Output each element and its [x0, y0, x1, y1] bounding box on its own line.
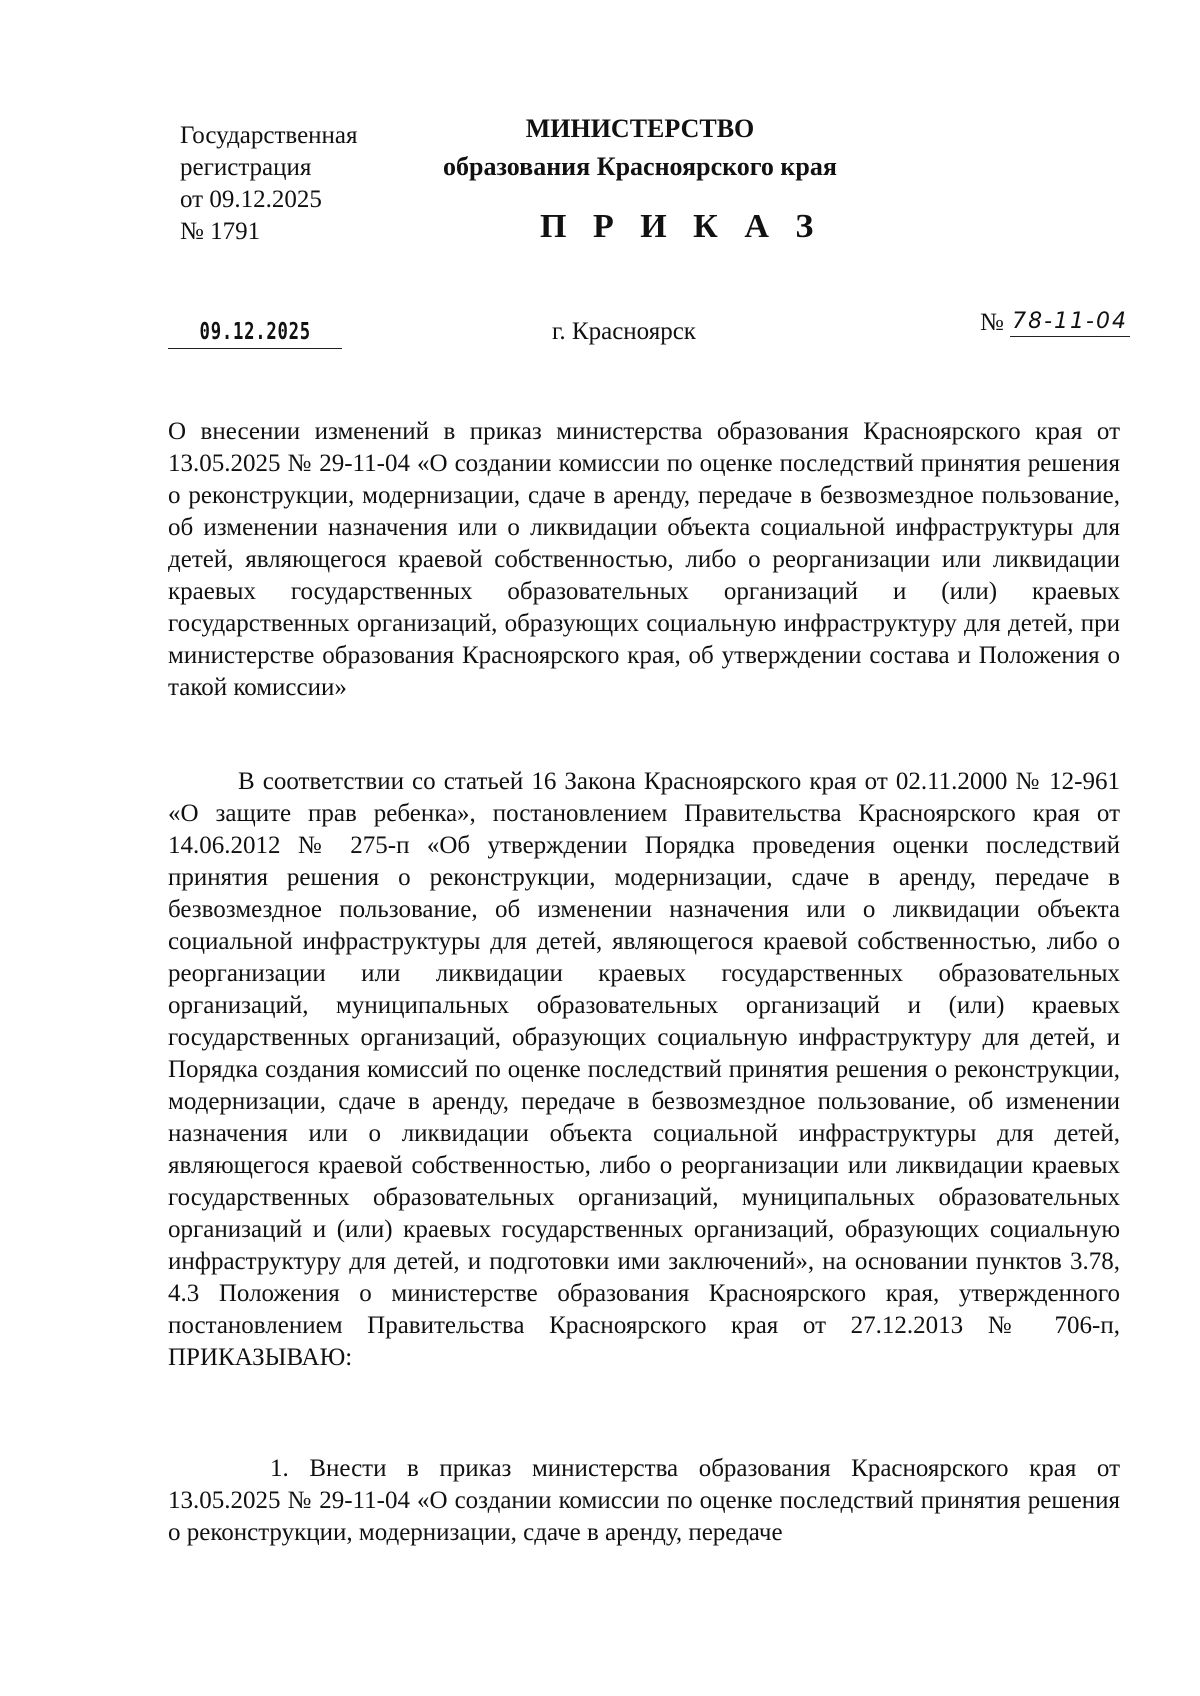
order-date-field — [168, 316, 342, 349]
order-number-field — [980, 308, 1130, 337]
order-number-handwritten: 78-11-04 — [1010, 308, 1130, 337]
clause-1-paragraph: 1. Внести в приказ министерства образования Красноярского края от 13.05.2025 № 29-11-04 «О создании комиссии по оценке последствий принятия решения о реконструкции, модернизации, сдаче в аренду, передаче — [168, 1455, 1120, 1546]
registration-number: № 1791 — [180, 218, 261, 245]
ministry-header — [430, 110, 850, 186]
order-city: г. Красноярск — [552, 318, 696, 345]
ministry-region: образования Красноярского края — [443, 152, 837, 181]
registration-line-2: регистрация — [180, 154, 312, 181]
registration-line-1: Государственная — [180, 122, 358, 149]
order-date-stamp: 09.12.2025 — [199, 319, 311, 345]
number-sign: № — [980, 309, 1004, 336]
order-subject: О внесении изменений в приказ министерства образования Красноярского края от 13.05.2025 № 29-11-04 «О создании комиссии по оценке последствий принятия решения о реконструкции, модернизации, сдаче в аренду, передаче в безвозмездное пользование, об изменении назначения или о ликвидации объекта социальной инфраструктуры для детей, являющегося краевой собственностью, либо о реорганизации или ликвидации краевых государственных образовательных организаций и (или) краевых государственных организаций, образующих социальную инфраструктуру для детей, при министерстве образования Красноярского края, об утверждении состава и Положения о такой комиссии» — [168, 418, 1120, 701]
ministry-name: МИНИСТЕРСТВО — [525, 114, 755, 143]
order-title: П Р И К А З — [540, 208, 823, 245]
preamble-paragraph: В соответствии со статьей 16 Закона Красноярского края от 02.11.2000 № 12-961 «О защите прав ребенка», постановлением Правительства Красноярского края от 14.06.2012 № 275-п «Об утверждении Порядка проведения оценки последствий принятия решения о реконструкции, модернизации, сдаче в аренду, передаче в безвозмездное пользование, об изменении назначения или о ликвидации объекта социальной инфраструктуры для детей, являющегося краевой собственностью, либо о реорганизации или ликвидации краевых государственных образовательных организаций, муниципальных образовательных организаций и (или) краевых государственных организаций, образующих социальную инфраструктуру для детей, и Порядка создания комиссий по оценке последствий принятия решения о реконструкции, модернизации, сдаче в аренду, передаче в безвозмездное пользование, об изменении назначения или о ликвидации объекта социальной инфраструктуры для детей, являющегося краевой собственностью, либо о реорганизации или ликвидации краевых государственных образовательных организаций, муниципальных образовательных организаций и (или) краевых государственных организаций, образующих социальную инфраструктуру для детей, и подготовки ими заключений», на основании пунктов 3.78, 4.3 Положения о министерстве образования Красноярского края, утвержденного постановлением Правительства Красноярского края от 27.12.2013 № 706-п, ПРИКАЗЫВАЮ: — [168, 768, 1120, 1371]
registration-date: от 09.12.2025 — [180, 186, 322, 213]
state-registration-block — [180, 120, 358, 248]
